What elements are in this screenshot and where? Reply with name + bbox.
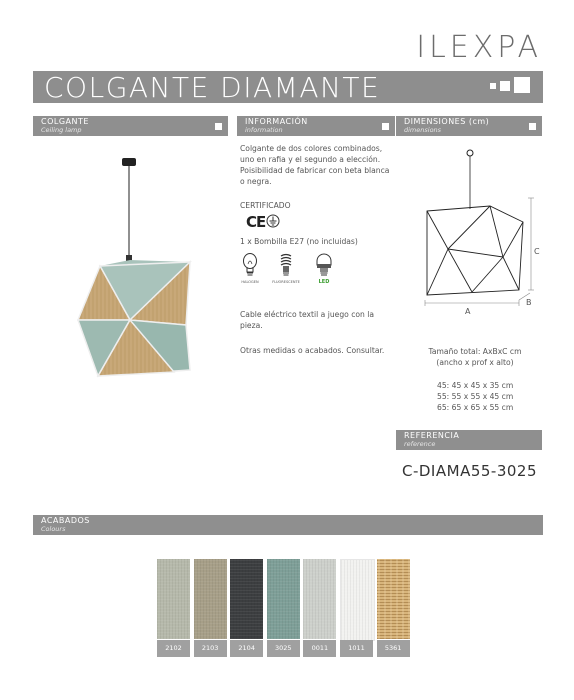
bulb-info: 1 x Bombilla E27 (no incluidas) — [240, 237, 358, 246]
reference-code: C-DIAMA55-3025 — [402, 462, 537, 480]
swatch-2104 — [230, 559, 263, 639]
swatch-5361 — [377, 559, 410, 639]
swatch-code: 2104 — [230, 640, 263, 657]
section-subtitle: Colours — [41, 525, 66, 533]
size-item: 45: 45 x 45 x 35 cm — [437, 381, 514, 390]
total-size: Tamaño total: AxBxC cm — [428, 347, 522, 356]
fluorescent-bulb-icon — [278, 252, 294, 278]
swatch-code: 2103 — [194, 640, 227, 657]
section-title: REFERENCIA — [404, 431, 460, 440]
product-image — [70, 150, 210, 390]
size-list — [437, 380, 513, 413]
dimension-label-c: C — [534, 247, 540, 256]
decor-square-large — [514, 77, 530, 93]
cable-info: Cable eléctrico textil a juego con la pieza. — [240, 310, 375, 330]
section-header-referencia — [396, 430, 542, 450]
section-subtitle: information — [245, 126, 283, 134]
size-item: 65: 65 x 65 x 55 cm — [437, 403, 514, 412]
section-title: ACABADOS — [41, 516, 90, 525]
swatch-0011 — [303, 559, 336, 639]
brand-logo: ILEXPA — [416, 30, 542, 65]
bulb-type-led: LED — [318, 279, 330, 285]
swatch-2102 — [157, 559, 190, 639]
section-title: COLGANTE — [41, 117, 89, 126]
swatch-1011 — [340, 559, 375, 641]
other-info: Otras medidas o acabados. Consultar. — [240, 346, 385, 355]
swatch-code: 3025 — [267, 640, 300, 657]
section-square — [215, 123, 222, 130]
section-square — [382, 123, 389, 130]
swatch-code: 2102 — [157, 640, 190, 657]
swatch-2103 — [194, 559, 227, 639]
dimension-label-b: B — [526, 298, 532, 307]
section-title: INFORMACIÓN — [245, 117, 308, 126]
section-header-acabados — [33, 515, 543, 535]
swatch-code: 0011 — [303, 640, 336, 657]
ce-mark: CE — [246, 213, 266, 231]
decor-square-medium — [500, 81, 510, 91]
ground-icon — [266, 214, 280, 228]
dimension-label-a: A — [465, 307, 471, 316]
section-header-informacion — [237, 116, 395, 136]
halogen-bulb-icon — [242, 252, 258, 278]
section-subtitle: reference — [404, 440, 436, 448]
led-bulb-icon — [315, 252, 333, 278]
section-subtitle: dimensions — [404, 126, 442, 134]
decor-square-small — [490, 83, 496, 89]
swatch-code: 1011 — [340, 640, 373, 657]
info-description: Colgante de dos colores combinados, uno en rafia y el segundo a elección. Poisibilidad de fabricar con beta blanca o negra. — [240, 144, 390, 186]
bulb-type-fluorescente: FLUORESCENTE — [272, 280, 300, 284]
size-order: (ancho x prof x alto) — [436, 358, 514, 367]
section-header-colgante — [33, 116, 228, 136]
section-title: DIMENSIONES (cm) — [404, 117, 490, 126]
page-title: COLGANTE DIAMANTE — [44, 71, 381, 104]
bulb-type-halogen: HALOGEN — [241, 280, 259, 284]
swatch-3025 — [267, 559, 300, 639]
certificado-label: CERTIFICADO — [240, 201, 291, 210]
swatch-code: 5361 — [377, 640, 410, 657]
section-subtitle: Ceiling lamp — [41, 126, 82, 134]
section-header-dimensiones — [396, 116, 542, 136]
section-square — [529, 123, 536, 130]
size-item: 55: 55 x 55 x 45 cm — [437, 392, 514, 401]
